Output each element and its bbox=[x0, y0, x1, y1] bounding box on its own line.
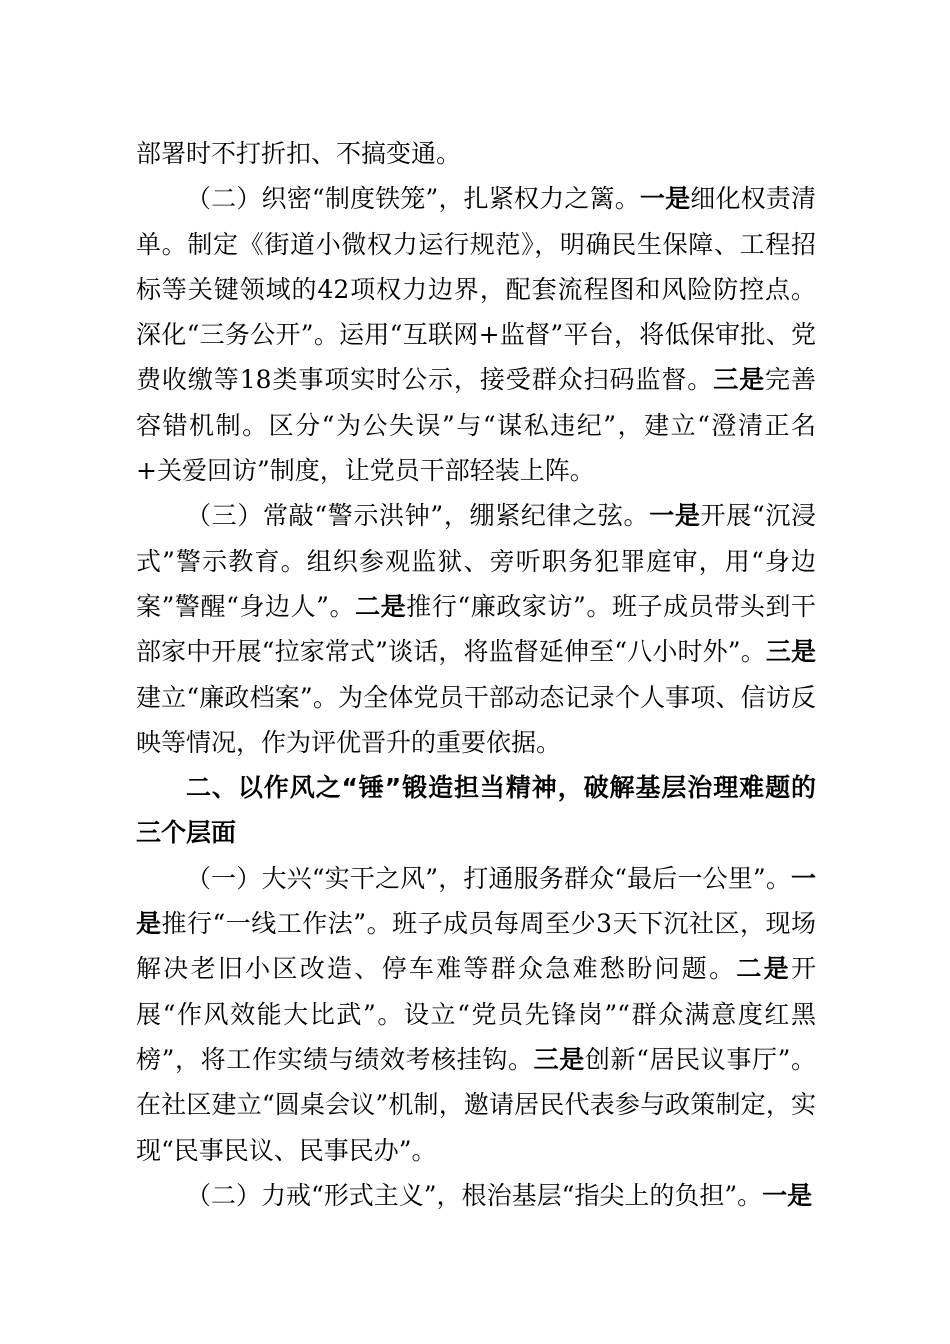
paragraph-text: （二）织密“制度铁笼”，扎紧权力之篱。 bbox=[186, 184, 640, 214]
paragraph-text: 开展“沉浸式”警示教育。组织参观监狱、旁听职务犯罪庭审，用“身边案”警醒“身边人”。 bbox=[136, 501, 816, 621]
paragraph-text: 创新“居民议事厅”。在社区建立“圆桌会议”机制，邀请居民代表参与政策制定，实现“民事民议、民事民办”。 bbox=[136, 1044, 816, 1165]
paragraph-text: 开展“作风效能大比武”。设立“党员先锋岗”“群众满意度红黑榜”，将工作实绩与绩效考核挂钩。 bbox=[136, 954, 816, 1074]
paragraph-formalism bbox=[136, 1173, 816, 1218]
bold-lead: 三是 bbox=[713, 365, 766, 395]
bold-lead: 三是 bbox=[533, 1044, 585, 1074]
paragraph-text: 细化权责清单。制定《街道小微权力运行规范》，明确民生保障、工程招标等关键领域的42项权力边界，配套流程图和风险防控点。 bbox=[136, 184, 816, 304]
paragraph-warning-bell bbox=[136, 493, 816, 765]
paragraph-text: 建立“廉政档案”。为全体党员干部动态记录个人事项、信访反映等情况，作为评优晋升的重要依据。 bbox=[136, 682, 816, 757]
bold-lead: 一是 bbox=[762, 1180, 813, 1210]
paragraph-text: （一）大兴“实干之风”，打通服务群众“最后一公里”。 bbox=[186, 863, 791, 893]
paragraph-text: 完善容错机制。区分“为公失误”与“谋私违纪”，建立“澄清正名+关爱回访”制度，让党员干部轻装上阵。 bbox=[136, 365, 816, 486]
paragraph-text: 推行“廉政家访”。班子成员带头到干部家中开展“拉家常式”谈话，将监督延伸至“八小时外”。 bbox=[136, 591, 816, 667]
section-heading: 二、以作风之“锤”锻造担当精神，破解基层治理难题的三个层面 bbox=[136, 773, 816, 848]
paragraph-continuation bbox=[136, 131, 816, 176]
bold-lead: 二是 bbox=[736, 954, 791, 984]
paragraph-practical-style bbox=[136, 856, 816, 1173]
bold-lead: 一是 bbox=[639, 184, 691, 214]
paragraph-text: 推行“一线工作法”。班子成员每周至少3天下沉社区，现场解决老旧小区改造、停车难等群众急难愁盼问题。 bbox=[136, 909, 816, 984]
paragraph-text: 部署时不打折扣、不搞变通。 bbox=[136, 139, 462, 168]
document-body bbox=[136, 131, 816, 1218]
bold-lead: 三是 bbox=[765, 637, 816, 667]
paragraph-text: （三）常敲“警示洪钟”，绷紧纪律之弦。 bbox=[186, 501, 650, 531]
bold-lead: 一是 bbox=[649, 501, 701, 531]
bold-lead: 二是 bbox=[355, 591, 407, 621]
paragraph-text: （二）力戒“形式主义”，根治基层“指尖上的负担”。 bbox=[186, 1180, 763, 1210]
bold-lead: 一是 bbox=[136, 863, 816, 939]
paragraph-institution-cage bbox=[136, 176, 816, 493]
paragraph-text: 深化“三务公开”。运用“互联网+监督”平台，将低保审批、党费收缴等18类事项实时公示，接受群众扫码监督。 bbox=[136, 320, 816, 395]
